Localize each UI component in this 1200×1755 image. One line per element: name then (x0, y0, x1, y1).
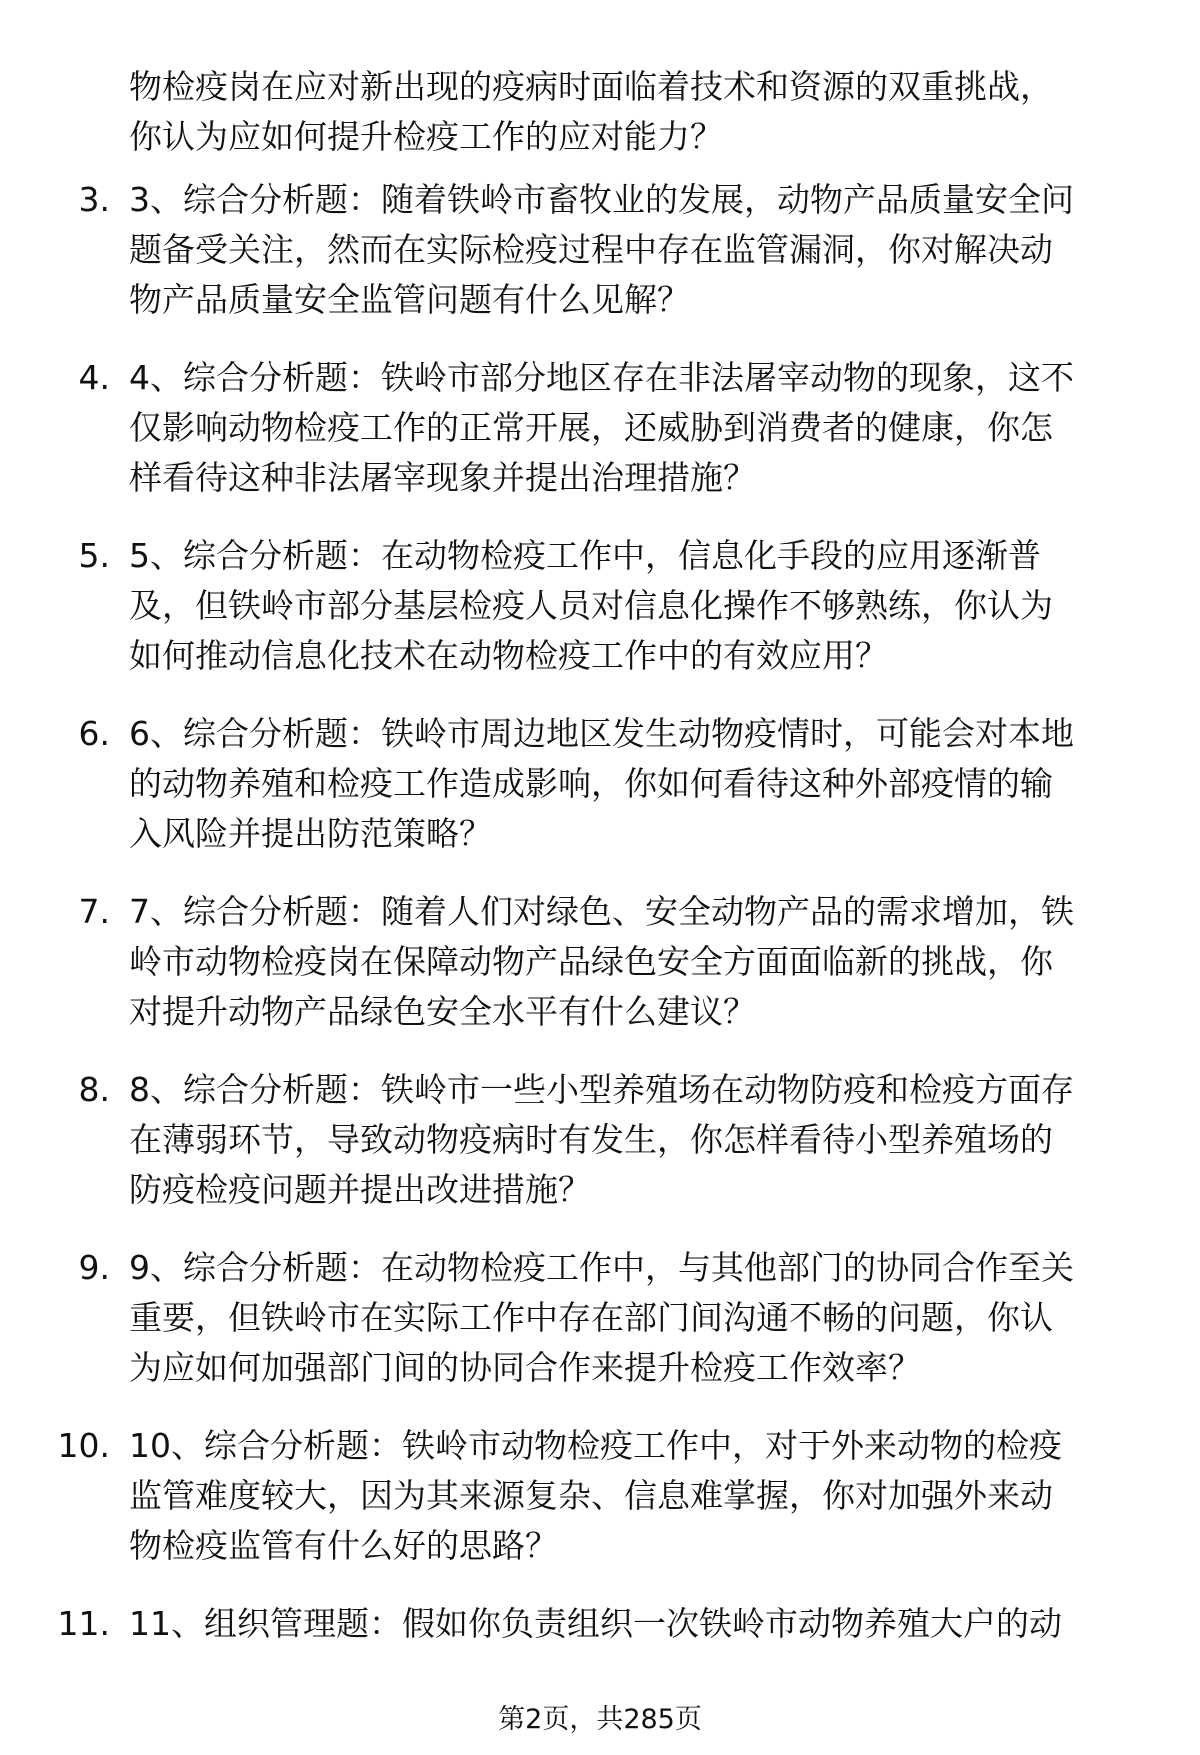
text-line: 4、综合分析题：铁岭市部分地区存在非法屠宰动物的现象，这不 (129, 358, 1074, 397)
text-line: 8、综合分析题：铁岭市一些小型养殖场在动物防疫和检疫方面存 (129, 1070, 1074, 1109)
list-number: 11. (57, 1604, 110, 1643)
list-number: 6. (78, 714, 110, 753)
list-number: 9. (78, 1248, 110, 1287)
text-line: 7、综合分析题：随着人们对绿色、安全动物产品的需求增加，铁 (129, 892, 1074, 931)
question-text (129, 887, 1169, 1037)
list-number: 4. (78, 358, 110, 397)
text-line: 物检疫监管有什么好的思路？ (129, 1526, 558, 1565)
list-number: 7. (78, 892, 110, 931)
question-text (129, 1065, 1169, 1215)
text-line: 如何推动信息化技术在动物检疫工作中的有效应用？ (129, 636, 888, 675)
text-line: 对提升动物产品绿色安全水平有什么建议？ (129, 992, 756, 1031)
page-number-footer: 第2页，共285页 (498, 1704, 702, 1735)
list-number: 5. (78, 536, 110, 575)
text-line: 及，但铁岭市部分基层检疫人员对信息化操作不够熟练，你认为 (129, 586, 1053, 625)
text-line: 6、综合分析题：铁岭市周边地区发生动物疫情时，可能会对本地 (129, 714, 1074, 753)
text-line: 仅影响动物检疫工作的正常开展，还威胁到消费者的健康，你怎 (129, 408, 1053, 447)
text-line: 防疫检疫问题并提出改进措施？ (129, 1170, 591, 1209)
text-line: 物产品质量安全监管问题有什么见解？ (129, 280, 690, 319)
text-line: 为应如何加强部门间的协同合作来提升检疫工作效率？ (129, 1348, 921, 1387)
list-number: 8. (78, 1070, 110, 1109)
continued-question-text (129, 62, 1159, 162)
text-line: 重要，但铁岭市在实际工作中存在部门间沟通不畅的问题，你认 (129, 1298, 1053, 1337)
list-number: 3. (78, 180, 110, 219)
text-line: 的动物养殖和检疫工作造成影响，你如何看待这种外部疫情的输 (129, 764, 1053, 803)
text-line: 你认为应如何提升检疫工作的应对能力？ (129, 117, 723, 156)
text-line: 5、综合分析题：在动物检疫工作中，信息化手段的应用逐渐普 (129, 536, 1041, 575)
question-text (129, 709, 1169, 859)
text-line: 10、综合分析题：铁岭市动物检疫工作中，对于外来动物的检疫 (129, 1426, 1062, 1465)
text-line: 在薄弱环节，导致动物疫病时有发生，你怎样看待小型养殖场的 (129, 1120, 1053, 1159)
list-number: 10. (57, 1426, 110, 1465)
question-text (129, 1421, 1169, 1571)
text-line: 3、综合分析题：随着铁岭市畜牧业的发展，动物产品质量安全问 (129, 180, 1074, 219)
question-text (129, 175, 1169, 325)
question-text (129, 1599, 1169, 1649)
text-line: 11、组织管理题：假如你负责组织一次铁岭市动物养殖大户的动 (129, 1604, 1062, 1643)
text-line: 物检疫岗在应对新出现的疫病时面临着技术和资源的双重挑战， (129, 67, 1053, 106)
question-text (129, 353, 1169, 503)
question-text (129, 531, 1169, 681)
text-line: 样看待这种非法屠宰现象并提出治理措施？ (129, 458, 756, 497)
text-line: 9、综合分析题：在动物检疫工作中，与其他部门的协同合作至关 (129, 1248, 1074, 1287)
text-line: 入风险并提出防范策略？ (129, 814, 492, 853)
text-line: 题备受关注，然而在实际检疫过程中存在监管漏洞，你对解决动 (129, 230, 1053, 269)
question-text (129, 1243, 1169, 1393)
text-line: 岭市动物检疫岗在保障动物产品绿色安全方面面临新的挑战，你 (129, 942, 1053, 981)
text-line: 监管难度较大，因为其来源复杂、信息难掌握，你对加强外来动 (129, 1476, 1053, 1515)
